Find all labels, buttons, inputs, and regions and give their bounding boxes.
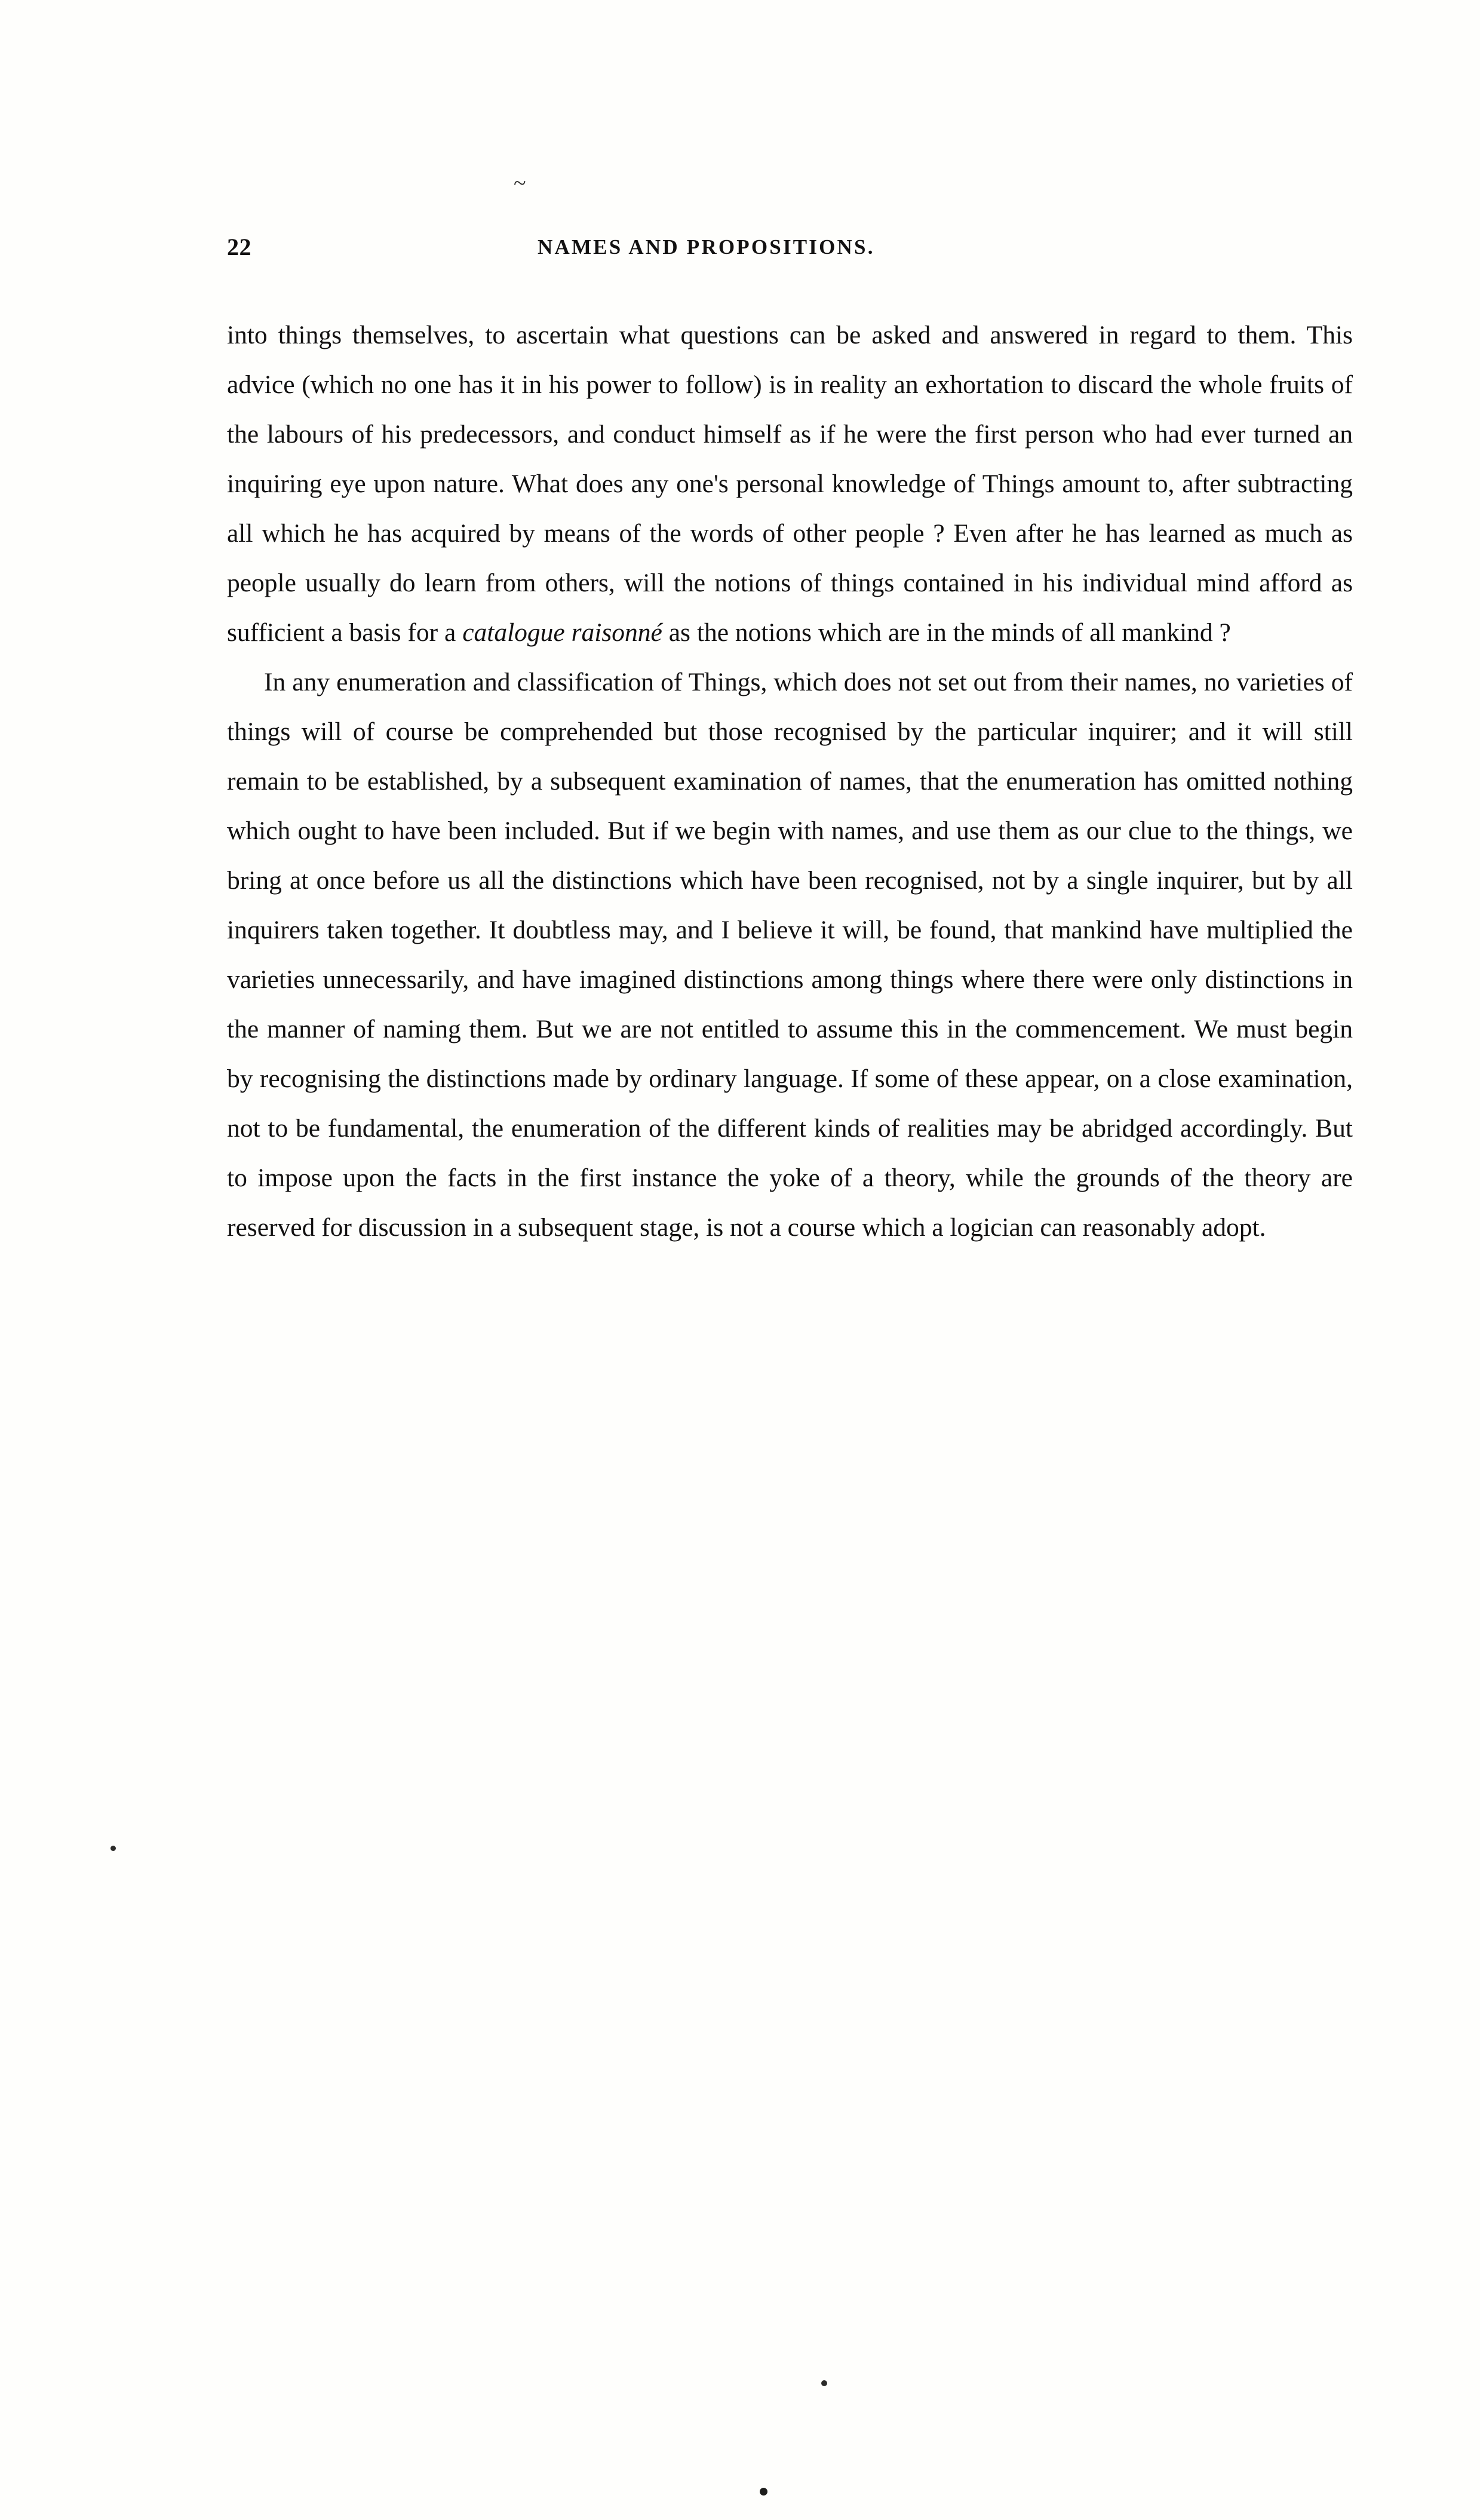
text-run: as the notions which are in the minds of all mankind ? [662, 618, 1231, 647]
page-body [227, 311, 1353, 1253]
italic-phrase: catalogue raisonné [462, 618, 662, 647]
page-bottom-ink-dot [760, 2488, 767, 2496]
running-head: NAMES AND PROPOSITIONS. [538, 235, 875, 259]
page-number: 22 [227, 234, 251, 260]
paragraph-enumeration [227, 658, 1353, 1253]
page-header [227, 233, 1350, 269]
text-run: into things themselves, to ascertain what questions can be asked and answered in regard to them. This advice (which no one has it in his power to follow) is in reality an exhortation to discard the whole fruits of the labours of his predecessors, and conduct himself as if he were the first person who had ever turned an inquiring eye upon nature. What does any one's personal knowledge of Things amount to, after subtracting all which he has acquired by means of the words of other people ? Even after he has learned as much as people usually do learn from others, will the notions of things contained in his individual mind afford as sufficient a basis for a [227, 321, 1353, 647]
margin-ink-speck-left [110, 1846, 116, 1851]
text-run: In any enumeration and classification of Things, which does not set out from their names, no varieties of things will of course be comprehended but those recognised by the particular inquirer; and it will still remain to be established, by a subsequent examination of names, that the enumeration has omitted nothing which ought to have been included. But if we begin with names, and use them as our clue to the things, we bring at once before us all the distinctions which have been recognised, not by a single inquirer, but by all inquirers taken together. It doubtless may, and I believe it will, be found, that mankind have multiplied the varieties unnecessarily, and have imagined distinctions among things where there were only distinctions in the manner of naming them. But we are not entitled to assume this in the commencement. We must begin by recognising the distinctions made by ordinary language. If some of these appear, on a close examination, not to be fundamental, the enumeration of the different kinds of realities may be abridged accordingly. But to impose upon the facts in the first instance the yoke of a theory, while the grounds of the theory are reserved for discussion in a subsequent stage, is not a course which a logician can reasonably adopt. [227, 668, 1353, 1242]
paragraph-continued [227, 311, 1353, 658]
page-bottom-ink-speck [821, 2380, 827, 2386]
page-top-ink-mark: ~ [514, 171, 526, 196]
